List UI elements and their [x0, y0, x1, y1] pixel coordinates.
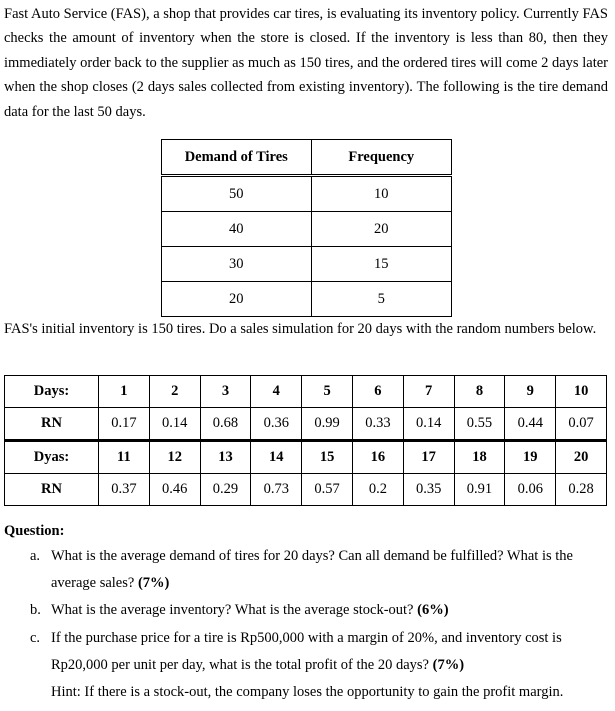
table-cell: 0.29	[200, 474, 251, 506]
frequency-header: Frequency	[311, 140, 452, 176]
table-cell: 0.68	[200, 408, 251, 441]
table-cell: 9	[505, 376, 556, 408]
table-cell: 11	[99, 441, 150, 474]
table-cell: 1	[99, 376, 150, 408]
table-cell: 3	[200, 376, 251, 408]
question-marker: b.	[30, 602, 41, 618]
demand-cell: 20	[162, 282, 312, 317]
question-hint: Hint: If there is a stock-out, the company loses the opportunity to gain the profit margin.	[51, 684, 564, 700]
row-label: Dyas:	[5, 441, 99, 474]
question-title: Question:	[4, 523, 65, 539]
table-cell: 0.07	[556, 408, 607, 441]
question-marker: a.	[30, 548, 41, 564]
question-marker: c.	[30, 630, 41, 646]
table-cell: 7	[403, 376, 454, 408]
table-cell: 14	[251, 441, 302, 474]
row-label: RN	[5, 474, 99, 506]
table-cell: 16	[352, 441, 403, 474]
table-cell: 0.44	[505, 408, 556, 441]
frequency-cell: 10	[311, 176, 452, 212]
table-cell: 0.91	[454, 474, 505, 506]
question-weight: (7%)	[432, 657, 465, 673]
table-cell: 0.28	[556, 474, 607, 506]
table-cell: 15	[302, 441, 353, 474]
rn-row	[5, 474, 607, 506]
table-cell: 0.33	[352, 408, 403, 441]
table-row	[162, 212, 452, 247]
question-text: What is the average inventory? What is the average stock-out?	[51, 602, 414, 618]
question-text: If the purchase price for a tire is Rp500,000 with a margin of 20%, and inventory cost is Rp20,000 per unit per day, what is the total profit of the 20 days?	[51, 630, 562, 673]
table-cell: 0.99	[302, 408, 353, 441]
demand-cell: 40	[162, 212, 312, 247]
table-cell: 12	[149, 441, 200, 474]
row-label: Days:	[5, 376, 99, 408]
demand-cell: 50	[162, 176, 312, 212]
table-cell: 0.06	[505, 474, 556, 506]
table-cell: 0.14	[403, 408, 454, 441]
table-cell: 10	[556, 376, 607, 408]
table-row	[162, 282, 452, 317]
simulation-paragraph: FAS's initial inventory is 150 tires. Do a sales simulation for 20 days with the random numbers below.	[4, 321, 597, 337]
question-weight: (7%)	[137, 575, 170, 591]
demand-frequency-table	[161, 139, 452, 317]
question-c	[30, 625, 608, 706]
intro-paragraph: Fast Auto Service (FAS), a shop that provides car tires, is evaluating its inventory policy. Currently FAS checks the amount of inventory when the store is closed. If the inventory is less than 80, then they immediately order back to the supplier as much as 150 tires, and the ordered tires will come 2 days later when the shop closes (2 days sales collected from existing inventory). The following is the tire demand data for the last 50 days.	[4, 6, 608, 120]
table-cell: 4	[251, 376, 302, 408]
table-cell: 5	[302, 376, 353, 408]
question-a	[30, 543, 608, 597]
demand-header: Demand of Tires	[162, 140, 312, 176]
days-row	[5, 441, 607, 474]
rn-row	[5, 408, 607, 441]
demand-cell: 30	[162, 247, 312, 282]
table-cell: 0.14	[149, 408, 200, 441]
table-cell: 18	[454, 441, 505, 474]
table-cell: 0.35	[403, 474, 454, 506]
table-cell: 0.73	[251, 474, 302, 506]
table-cell: 8	[454, 376, 505, 408]
question-text: What is the average demand of tires for 20 days? Can all demand be fulfilled? What is the average sales?	[51, 548, 573, 591]
frequency-cell: 15	[311, 247, 452, 282]
table-cell: 0.2	[352, 474, 403, 506]
days-row	[5, 376, 607, 408]
random-number-table	[4, 375, 607, 506]
question-b	[30, 597, 608, 624]
frequency-cell: 20	[311, 212, 452, 247]
table-cell: 0.37	[99, 474, 150, 506]
table-cell: 17	[403, 441, 454, 474]
table-cell: 0.57	[302, 474, 353, 506]
question-weight: (6%)	[417, 602, 449, 618]
table-cell: 2	[149, 376, 200, 408]
table-cell: 6	[352, 376, 403, 408]
row-label: RN	[5, 408, 99, 441]
table-cell: 13	[200, 441, 251, 474]
table-cell: 20	[556, 441, 607, 474]
table-row	[162, 176, 452, 212]
table-row	[162, 247, 452, 282]
table-cell: 19	[505, 441, 556, 474]
frequency-cell: 5	[311, 282, 452, 317]
table-cell: 0.46	[149, 474, 200, 506]
table-cell: 0.36	[251, 408, 302, 441]
table-cell: 0.55	[454, 408, 505, 441]
table-cell: 0.17	[99, 408, 150, 441]
